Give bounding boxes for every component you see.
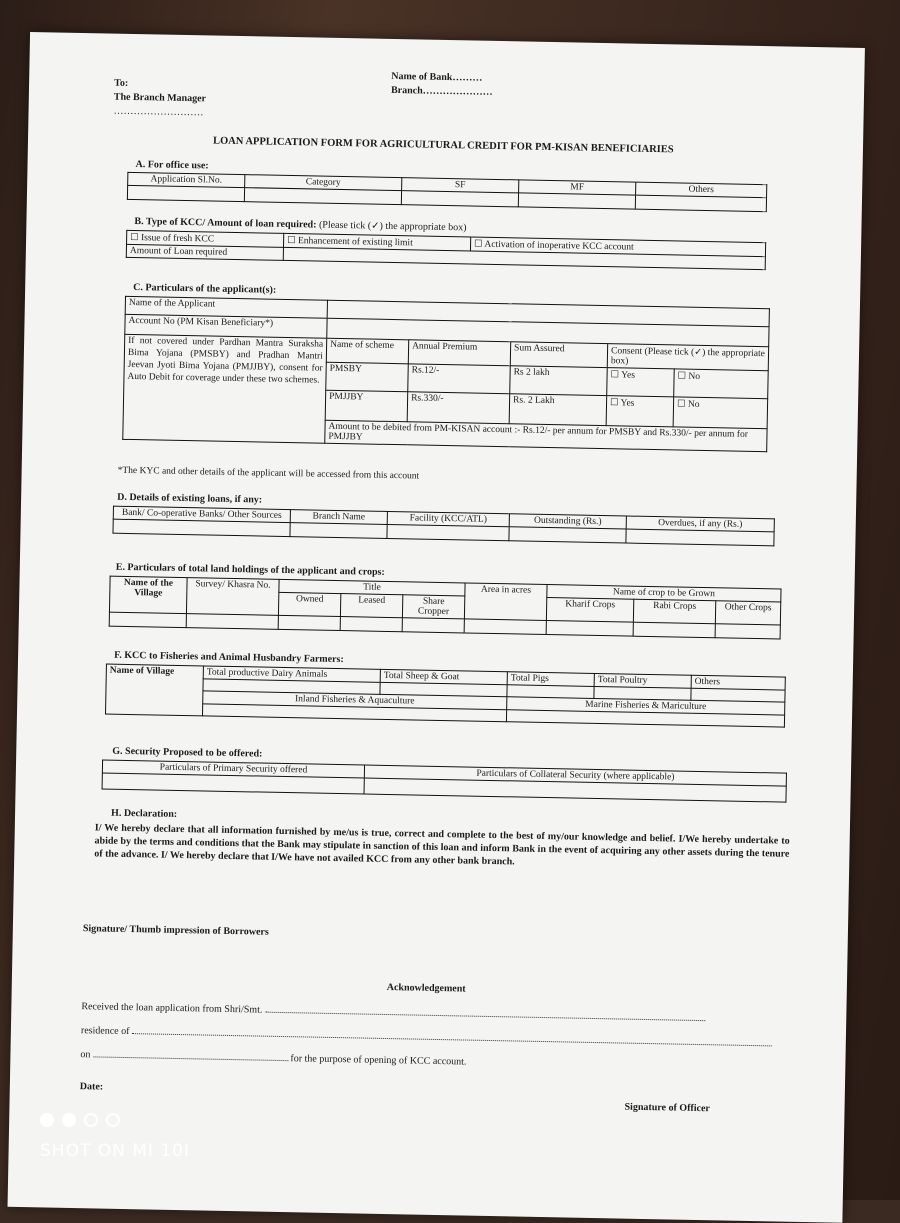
col-rabi: Rabi Crops xyxy=(633,599,715,624)
pmsby-yes-checkbox[interactable]: ☐ Yes xyxy=(607,368,675,397)
land-holdings-table xyxy=(109,576,782,640)
land-cell[interactable] xyxy=(109,612,186,627)
applicant-name-label: Name of the Applicant xyxy=(125,296,327,318)
ack-line-2 xyxy=(81,1025,796,1050)
col-others: Others xyxy=(636,182,767,198)
head-premium: Annual Premium xyxy=(408,340,510,366)
loan-cell[interactable] xyxy=(113,519,290,536)
kcc-type-table xyxy=(126,230,766,270)
col-inland: Inland Fisheries & Aquaculture xyxy=(203,691,507,710)
land-cell[interactable] xyxy=(464,619,546,635)
loan-cell[interactable] xyxy=(290,523,387,539)
land-cell[interactable] xyxy=(633,622,715,638)
col-fish-village: Name of Village xyxy=(105,664,203,716)
applicant-table xyxy=(122,296,770,452)
kyc-note: *The KYC and other details of the applicant will be accessed from this account xyxy=(117,465,420,482)
section-f-title: F. KCC to Fisheries and Animal Husbandry Farmers: xyxy=(114,649,344,666)
office-use-table xyxy=(127,172,767,212)
col-crop-head: Name of crop to be Grown xyxy=(547,585,781,602)
col-collateral-security: Particulars of Collateral Security (where applicable) xyxy=(364,765,786,786)
insurance-consent-text: If not covered under Pardhan Mantra Suraksha Bima Yojana (PMSBY) and Pradhan Mantri Jeevan Jyoti Bima Yojana (PMJJBY), consent for Auto Debit for coverage under these two schemes. xyxy=(123,334,327,443)
officer-signature-label: Signature of Officer xyxy=(624,1101,710,1115)
section-b-note: (Please tick (✓) the appropriate box) xyxy=(318,219,467,234)
land-cell[interactable] xyxy=(402,618,464,633)
section-b-heading: B. Type of KCC/ Amount of loan required: xyxy=(134,216,317,231)
scheme-pmsby: PMSBY xyxy=(326,362,409,392)
pmjjby-yes-checkbox[interactable]: ☐ Yes xyxy=(606,396,674,427)
form-title: LOAN APPLICATION FORM FOR AGRICULTURAL CREDIT FOR PM-KISAN BENEFICIARIES xyxy=(212,135,674,156)
head-scheme: Name of scheme xyxy=(326,338,408,364)
col-primary-security: Particulars of Primary Security offered xyxy=(102,760,364,778)
loan-cell[interactable] xyxy=(509,527,626,543)
col-bank: Bank/ Co-operative Banks/ Other Sources xyxy=(113,506,290,522)
col-app-sl: Application Sl.No. xyxy=(128,172,245,187)
sum-pmjjby: Rs. 2 Lakh xyxy=(509,394,607,426)
section-h-title: H. Declaration: xyxy=(110,807,178,820)
land-cell[interactable] xyxy=(278,615,340,630)
amount-label: Amount of Loan required xyxy=(126,244,283,260)
option-enhancement[interactable]: ☐ Enhancement of existing limit xyxy=(283,233,470,251)
ack-residence-label: residence of xyxy=(80,1025,130,1038)
col-branch: Branch Name xyxy=(290,510,387,525)
col-leased: Leased xyxy=(340,594,402,618)
section-a-title: A. For office use: xyxy=(135,159,209,172)
head-consent: Consent (Please tick (✓) the appropriate box) xyxy=(607,344,768,371)
col-area: Area in acres xyxy=(464,583,547,621)
office-cell[interactable] xyxy=(518,193,635,209)
col-marine: Marine Fisheries & Mariculture xyxy=(507,697,785,715)
pmjjby-no-checkbox[interactable]: ☐ No xyxy=(673,397,768,429)
col-owned: Owned xyxy=(278,592,340,616)
watermark-dot-icon xyxy=(40,1113,54,1127)
col-pigs: Total Pigs xyxy=(507,672,594,687)
col-dairy: Total productive Dairy Animals xyxy=(203,666,380,682)
office-cell[interactable] xyxy=(635,195,766,212)
addressee: The Branch Manager xyxy=(113,91,207,105)
bank-name-label: Name of Bank……… xyxy=(391,70,483,84)
date-label: Date: xyxy=(79,1081,104,1093)
col-other-crops: Other Crops xyxy=(715,601,780,625)
col-kharif: Kharif Crops xyxy=(546,598,633,623)
section-d-title: D. Details of existing loans, if any: xyxy=(117,491,263,506)
col-survey: Survey/ Khasra No. xyxy=(186,578,279,616)
premium-pmsby: Rs.12/- xyxy=(408,364,511,394)
col-poultry: Total Poultry xyxy=(594,673,691,688)
ack-received-label: Received the loan application from Shri/Smt. xyxy=(81,1001,263,1016)
applicant-name-blank[interactable] xyxy=(265,1012,705,1021)
office-cell[interactable] xyxy=(127,185,244,201)
ack-line-1 xyxy=(81,1001,796,1026)
land-cell[interactable] xyxy=(715,624,780,639)
date-blank[interactable] xyxy=(93,1056,288,1061)
col-share: Share Cropper xyxy=(402,595,464,619)
col-village: Name of the Village xyxy=(109,576,187,613)
security-table xyxy=(102,760,787,803)
option-fresh-kcc[interactable]: ☐ Issue of fresh KCC xyxy=(127,230,284,247)
office-cell[interactable] xyxy=(244,188,401,205)
col-mf: MF xyxy=(519,180,636,195)
ack-title: Acknowledgement xyxy=(386,982,466,995)
account-label: Account No (PM Kisan Beneficiary*) xyxy=(125,314,327,338)
watermark-dot-icon xyxy=(62,1113,76,1127)
branch-label: Branch………………… xyxy=(390,84,493,98)
watermark-text: SHOT ON MI 10I xyxy=(40,1141,190,1161)
col-category: Category xyxy=(245,175,402,191)
col-overdues: Overdues, if any (Rs.) xyxy=(626,516,774,532)
to-label: To: xyxy=(114,77,129,89)
ack-on-label: on xyxy=(80,1049,91,1061)
watermark-dot-icon xyxy=(106,1113,120,1127)
section-c-title: C. Particulars of the applicant(s): xyxy=(133,282,277,296)
premium-pmjjby: Rs.330/- xyxy=(407,392,510,424)
land-cell[interactable] xyxy=(186,614,278,630)
sum-pmsby: Rs 2 lakh xyxy=(510,366,608,396)
col-outstanding: Outstanding (Rs.) xyxy=(509,514,626,529)
col-title: Title xyxy=(279,579,465,596)
fisheries-table xyxy=(105,664,786,728)
pmsby-no-checkbox[interactable]: ☐ No xyxy=(674,369,769,399)
addressee-dots: ……………………… xyxy=(113,105,204,119)
section-g-title: G. Security Proposed to be offered: xyxy=(112,745,263,760)
residence-blank[interactable] xyxy=(132,1033,772,1046)
col-sf: SF xyxy=(402,178,519,193)
form-paper xyxy=(8,32,865,1223)
section-e-title: E. Particulars of total land holdings of the applicant and crops: xyxy=(115,561,385,578)
ack-line-3 xyxy=(80,1049,795,1074)
col-facility: Facility (KCC/ATL) xyxy=(387,511,509,526)
scheme-pmjjby: PMJJBY xyxy=(325,390,408,422)
camera-watermark xyxy=(40,1112,190,1161)
option-activation[interactable]: ☐ Activation of inoperative KCC account xyxy=(470,237,765,257)
loan-cell[interactable] xyxy=(626,529,774,546)
debit-note: Amount to be debited from PM-KISAN account :- Rs.12/- per annum for PMSBY and Rs.330/- per annum for PMJJBY xyxy=(325,420,767,451)
col-fish-others: Others xyxy=(691,675,785,690)
land-cell[interactable] xyxy=(340,617,402,632)
land-cell[interactable] xyxy=(546,621,633,637)
borrower-signature-label: Signature/ Thumb impression of Borrowers xyxy=(82,923,269,938)
office-cell[interactable] xyxy=(401,191,518,207)
col-sheep: Total Sheep & Goat xyxy=(380,669,507,684)
existing-loans-table xyxy=(112,506,774,547)
ack-purpose-label: for the purpose of opening of KCC account. xyxy=(290,1053,467,1068)
loan-cell[interactable] xyxy=(387,524,509,540)
watermark-dot-icon xyxy=(84,1113,98,1127)
head-sum-assured: Sum Assured xyxy=(510,342,607,368)
declaration-text: I/ We hereby declare that all information furnished by me/us is true, correct and complete to the best of my/our knowledge and belief. I/We hereby undertake to abide by the terms and conditions that the Bank may stipulate in sanction of this loan and inform Bank in the event of acquiring any other assets during the tenure of the advance. I/ We hereby declare that I/We have not availed KCC from any other bank branch. xyxy=(94,822,790,868)
watermark-dots xyxy=(40,1112,190,1131)
